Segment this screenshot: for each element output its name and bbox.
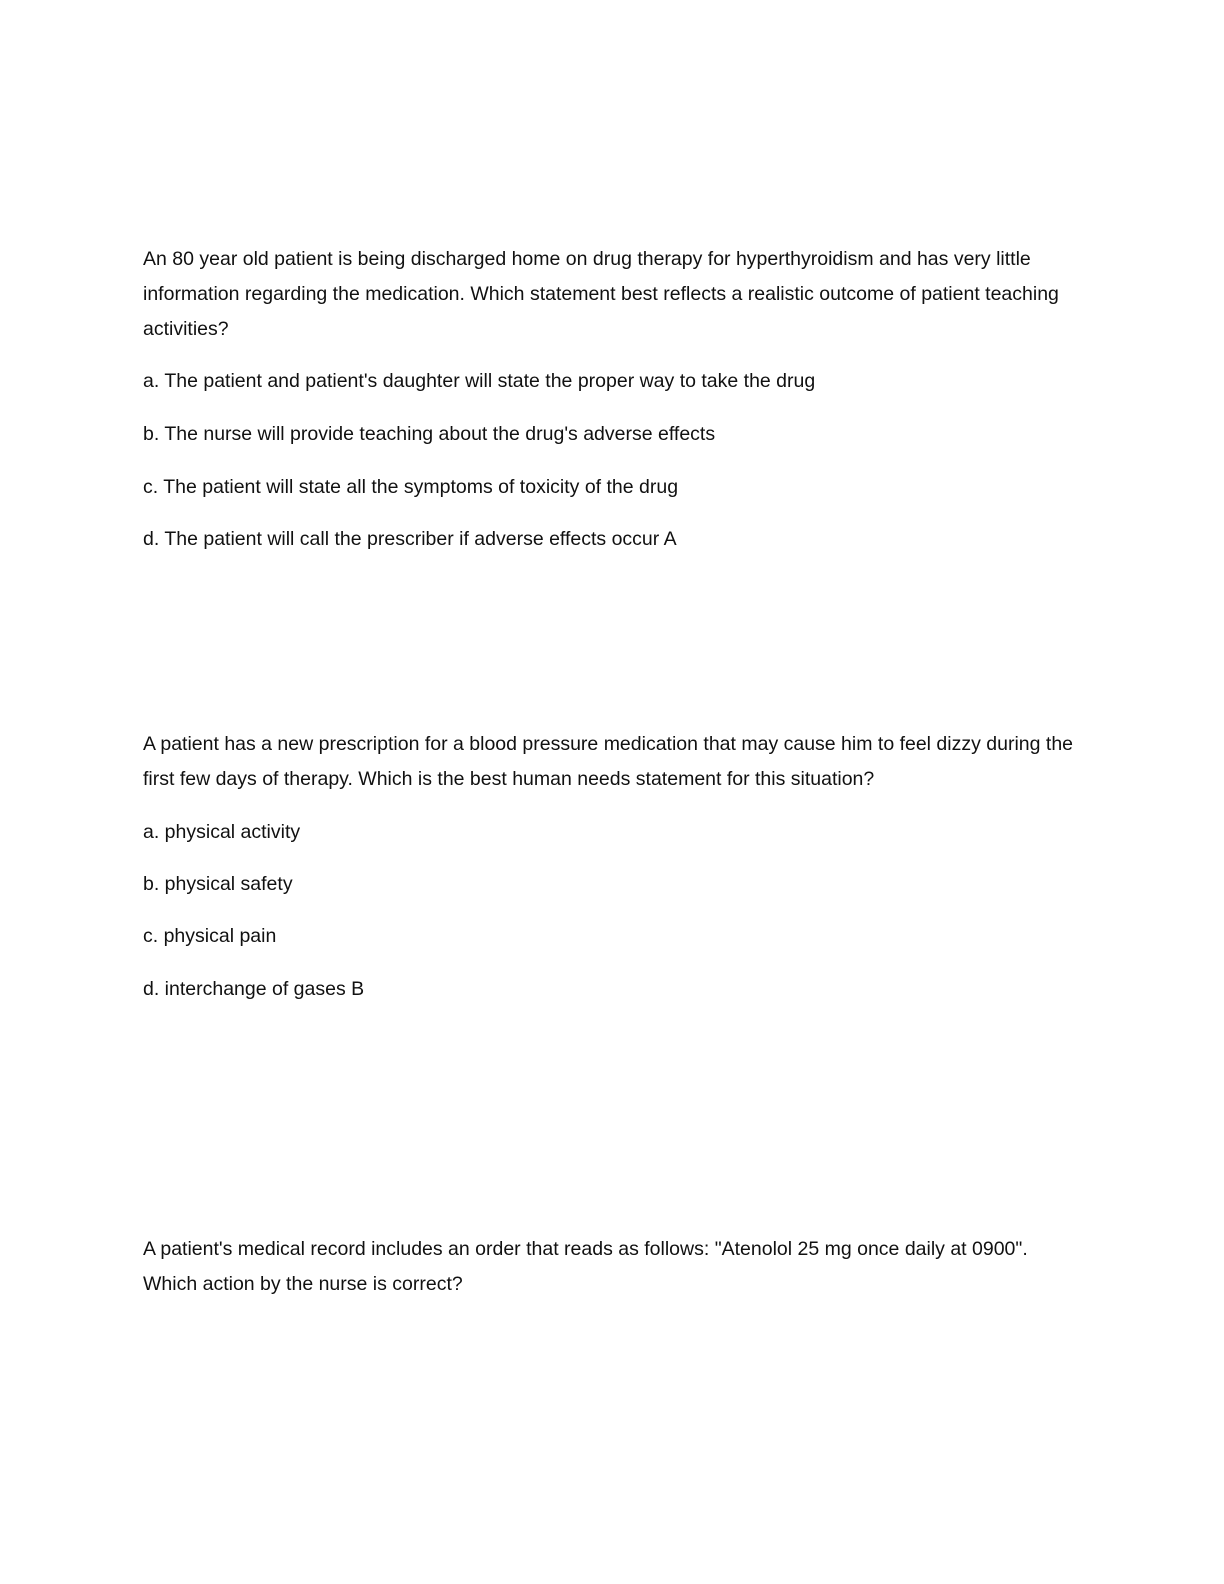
question-2-stem: A patient has a new prescription for a blood pressure medication that may cause him to feel dizzy during the first few days of therapy. Which is the best human needs statement for this situation? [143,733,1074,790]
question-1-option-c: c. The patient will state all the symptoms of toxicity of the drug [143,476,679,498]
question-3-stem: A patient's medical record includes an order that reads as follows: "Atenolol 25 mg once daily at 0900". Which action by the nurse is correct? [143,1238,1028,1295]
question-2-option-c: c. physical pain [143,925,277,947]
question-1 [143,242,1083,562]
question-1-option-d: d. The patient will call the prescriber if adverse effects occur A [143,528,677,550]
question-2 [143,727,1083,1017]
question-2-option-a: a. physical activity [143,821,301,843]
question-2-option-d: d. interchange of gases B [143,978,365,1000]
question-1-option-b: b. The nurse will provide teaching about the drug's adverse effects [143,423,716,445]
question-1-stem: An 80 year old patient is being discharged home on drug therapy for hyperthyroidism and has very little information regarding the medication. Which statement best reflects a realistic outcome of patient teaching activities? [143,248,1059,340]
question-2-option-b: b. physical safety [143,873,293,895]
question-1-option-a: a. The patient and patient's daughter will state the proper way to take the drug [143,370,816,392]
question-3 [143,1232,1083,1312]
